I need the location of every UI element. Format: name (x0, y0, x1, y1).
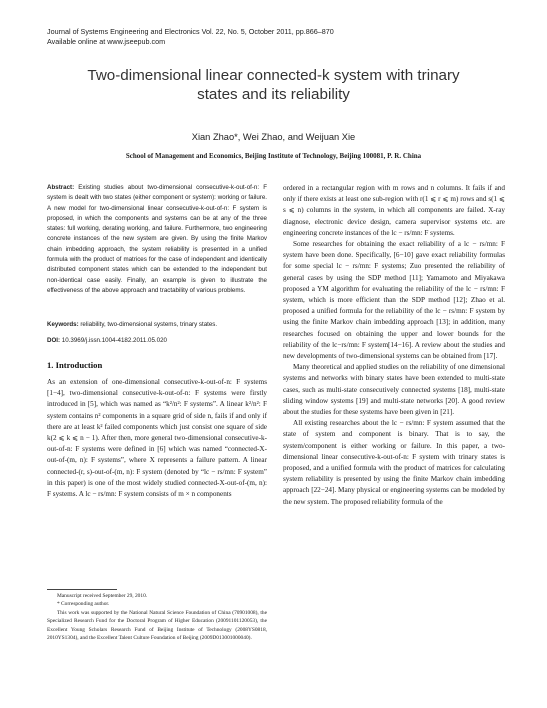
footnote-support: This work was supported by the National Natural Science Foundation of China (70901008), the Specialized Research Fund for the Doctoral Program of Higher Education (20091101120053), the Excellent Young Scholars Research Fund of Beijing Institute of Technology (2008YS0818, 2010YS1304), and the Excellent Talent Culture Foundation of Beijing (2009D013001000040). (47, 609, 267, 642)
paper-title (40, 66, 507, 104)
title-line-2: states and its reliability (197, 86, 350, 103)
keywords (47, 320, 267, 330)
section-heading: 1. Introduction (47, 360, 103, 370)
footnote-corresponding: * Corresponding author. (57, 601, 110, 608)
title-line-1: Two-dimensional linear connected-k system with trinary (87, 67, 460, 84)
abstract-label: Abstract: (47, 184, 75, 191)
abstract (47, 183, 267, 296)
journal-header: Journal of Systems Engineering and Electronics Vol. 22, No. 5, October 2011, pp.866–870 (47, 27, 334, 36)
abstract-text: Existing studies about two-dimensional consecutive-k-out-of-n: F system is dealt with two states (either component or system): working or failure. A new model for two-dimensional linear consecutive-k-out-of-n: F system is proposed, in which the components and systems can be at any of the three states: full working, derating working, and failure. Furthermore, two engineering concrete instances of the new system are given. By using the finite Markov chain imbedding approach, the system reliability is presented in a unified formula with the product of matrices for the case of independent and identically distributed component states which can be extended to the independent but non-identical case easily. Finally, an example is given to illustrate the effectiveness of the above approach and tractability of various problems. (47, 184, 267, 294)
doi (47, 336, 267, 346)
paragraph: Some researches for obtaining the exact reliability of a lc − rs/mn: F system have been done. Specifically, [6−10] gave exact reliability formulas for some special lc − rs/mn: F systems; Zuo presented the reliability of general cases by using the SDP method [11]; Yamamoto and Miyakawa proposed a YM algorithm for evaluating the reliability of the lc − rs/mn: F system, which is more efficient than the SDP method [12]; Zhao et al. proposed a unified formula for the reliability of the lc − rs/mn: F system by using the finite Markov chain imbedding approach [13]; in addition, many researches focused on obtaining the upper and lower bounds for the reliability of the lc−rs/mn: F system[14−16]. A review about the studies and new developments of two-dimensional systems can be obtained from [17]. (283, 240, 505, 361)
intro-paragraph (47, 377, 267, 500)
paragraph: All existing researches about the lc − rs/mn: F system assumed that the state of system and component is binary. That is to say, the system/component is either working or failure. In this paper, a two-dimensional linear consecutive-k-out-of-n: F system with trinary states is proposed, and a unified formula with the product of matrices for calculating system reliability is presented by using the finite Markov chain imbedding approach [22−24]. Many physical or engineering systems can be modeled by the new system. The proposed reliability formula of the (283, 419, 505, 506)
keywords-label: Keywords: (47, 321, 79, 328)
intro-text: As an extension of one-dimensional consecutive-k-out-of-n: F systems [1−4], two-dimensional consecutive-k-out-of-n: F systems were firstly introduced in [5], which was named as “k²/n²: F systems”. A linear k²/n²: F system contains n² components in a square grid of side n, fails if and only if there are at least k² failed components which just consist one square of side k(2 ⩽ k ⩽ n − 1). After then, more general two-dimensional consecutive-k-out-of-n: F systems were defined in [6] which was named “connected-X-out-of-(m, n): F systems”, where X represents a failure pattern. A linear connected-(r, s)-out-of-(m, n): F system (denoted by “lc − rs/mn: F system” in this paper) is one of the most widely studied connected-X-out-of-(m, n): F systems. A lc − rs/mn: F system consists of m × n components (47, 378, 267, 499)
affiliation: School of Management and Economics, Beijing Institute of Technology, Beijing 100081, P. R. China (125, 152, 422, 160)
footnote-received: Manuscript received September 29, 2010. (57, 593, 148, 599)
right-column (283, 183, 505, 508)
doi-label: DOI: (47, 337, 61, 344)
footnotes (47, 592, 267, 642)
keywords-text: reliability, two-dimensional systems, trinary states. (80, 321, 218, 328)
author-list: Xian Zhao*, Wei Zhao, and Weijuan Xie (191, 132, 356, 142)
doi-text: 10.3969/j.issn.1004-4182.2011.05.020 (61, 337, 167, 344)
paragraph: ordered in a rectangular region with m rows and n columns. It fails if and only if there exists at least one sub-region with r(1 ⩽ r ⩽ m) rows and s(1 ⩽ s ⩽ n) columns in the system, in which all components are failed. X-ray diagnose, electronic device design, camera supervisor systems etc. are engineering concrete instances of the lc − rs/mn: F systems. (283, 184, 505, 237)
footnote-rule (47, 589, 117, 590)
paragraph: Many theoretical and applied studies on the reliability of one dimensional systems and networks with binary states have been extended to multi-state cases, such as multi-state consecutively connected systems [18], multi-state sliding window systems [19] and multi-state networks [20]. A good review about the studies for these systems have been given in [21]. (283, 363, 505, 417)
online-availability: Available online at www.jseepub.com (47, 37, 166, 46)
